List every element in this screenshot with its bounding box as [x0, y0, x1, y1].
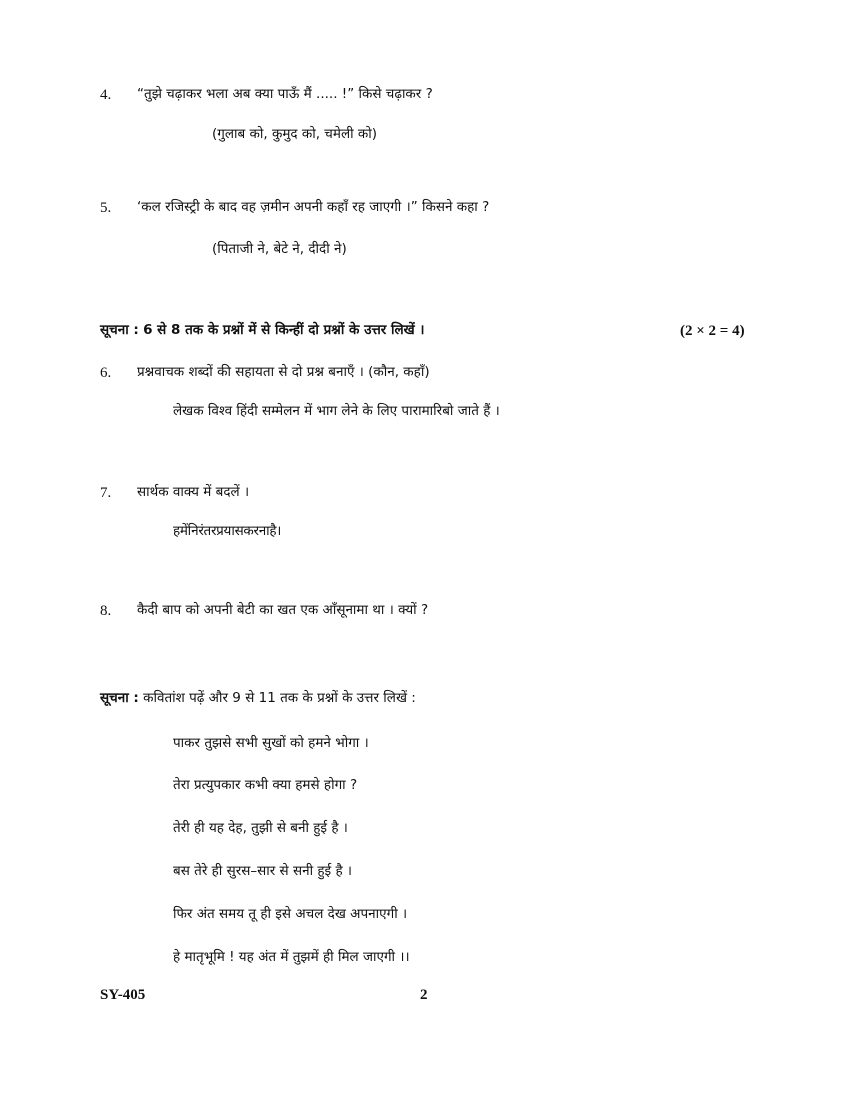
- poem-line-2: तेरा प्रत्युपकार कभी क्या हमसे होगा ?: [173, 777, 358, 793]
- question-4-text: “तुझे चढ़ाकर भला अब क्या पाऊँ मैं ..... !” किसे चढ़ाकर ?: [137, 86, 433, 102]
- poem-line-1: पाकर तुझसे सभी सुखों को हमने भोगा ।: [173, 735, 369, 751]
- page-number: 2: [420, 987, 428, 1003]
- question-8-number: 8.: [100, 603, 112, 619]
- notice-2: [100, 692, 416, 706]
- poem-line-6: हे मातृभूमि ! यह अंत में तुझमें ही मिल जाएगी ।।: [173, 949, 410, 965]
- notice-1: [100, 324, 425, 338]
- question-6-sentence: लेखक विश्व हिंदी सम्मेलन में भाग लेने के लिए पारामारिबो जाते हैं ।: [173, 403, 500, 419]
- notice-1-label: सूचना :: [100, 322, 139, 338]
- question-5-text: ‘कल रजिस्ट्री के बाद वह ज़मीन अपनी कहाँ रह जाएगी ।” किसने कहा ?: [137, 199, 490, 215]
- footer-code: SY-405: [100, 987, 146, 1003]
- notice-1-text: 6 से 8 तक के प्रश्नों में से किन्हीं दो प्रश्नों के उत्तर लिखें ।: [143, 322, 425, 338]
- question-5-options: (पिताजी ने, बेटे ने, दीदी ने): [212, 241, 347, 257]
- question-7-text: सार्थक वाक्य में बदलें ।: [137, 484, 250, 500]
- poem-line-3: तेरी ही यह देह, तुझी से बनी हुई है ।: [173, 820, 348, 836]
- question-4-options: (गुलाब को, कुमुद को, चमेली को): [212, 126, 378, 142]
- notice-2-text: कवितांश पढ़ें और 9 से 11 तक के प्रश्नों के उत्तर लिखें :: [143, 690, 416, 706]
- question-7-sentence: हमेंनिरंतरप्रयासकरनाहै।: [173, 523, 282, 539]
- question-7-number: 7.: [100, 485, 112, 501]
- question-6-text: प्रश्नवाचक शब्दों की सहायता से दो प्रश्न बनाएँ । (कौन, कहाँ): [137, 364, 430, 380]
- notice-2-label: सूचना :: [100, 690, 139, 706]
- poem-line-4: बस तेरे ही सुरस–सार से सनी हुई है ।: [173, 863, 353, 879]
- notice-1-marks: (2 × 2 = 4): [680, 323, 745, 339]
- poem-line-5: फिर अंत समय तू ही इसे अचल देख अपनाएगी ।: [173, 906, 408, 922]
- question-6-number: 6.: [100, 365, 112, 381]
- question-8-text: कैदी बाप को अपनी बेटी का खत एक आँसूनामा था । क्यों ?: [137, 602, 429, 618]
- question-4-number: 4.: [100, 87, 112, 103]
- question-5-number: 5.: [100, 200, 112, 216]
